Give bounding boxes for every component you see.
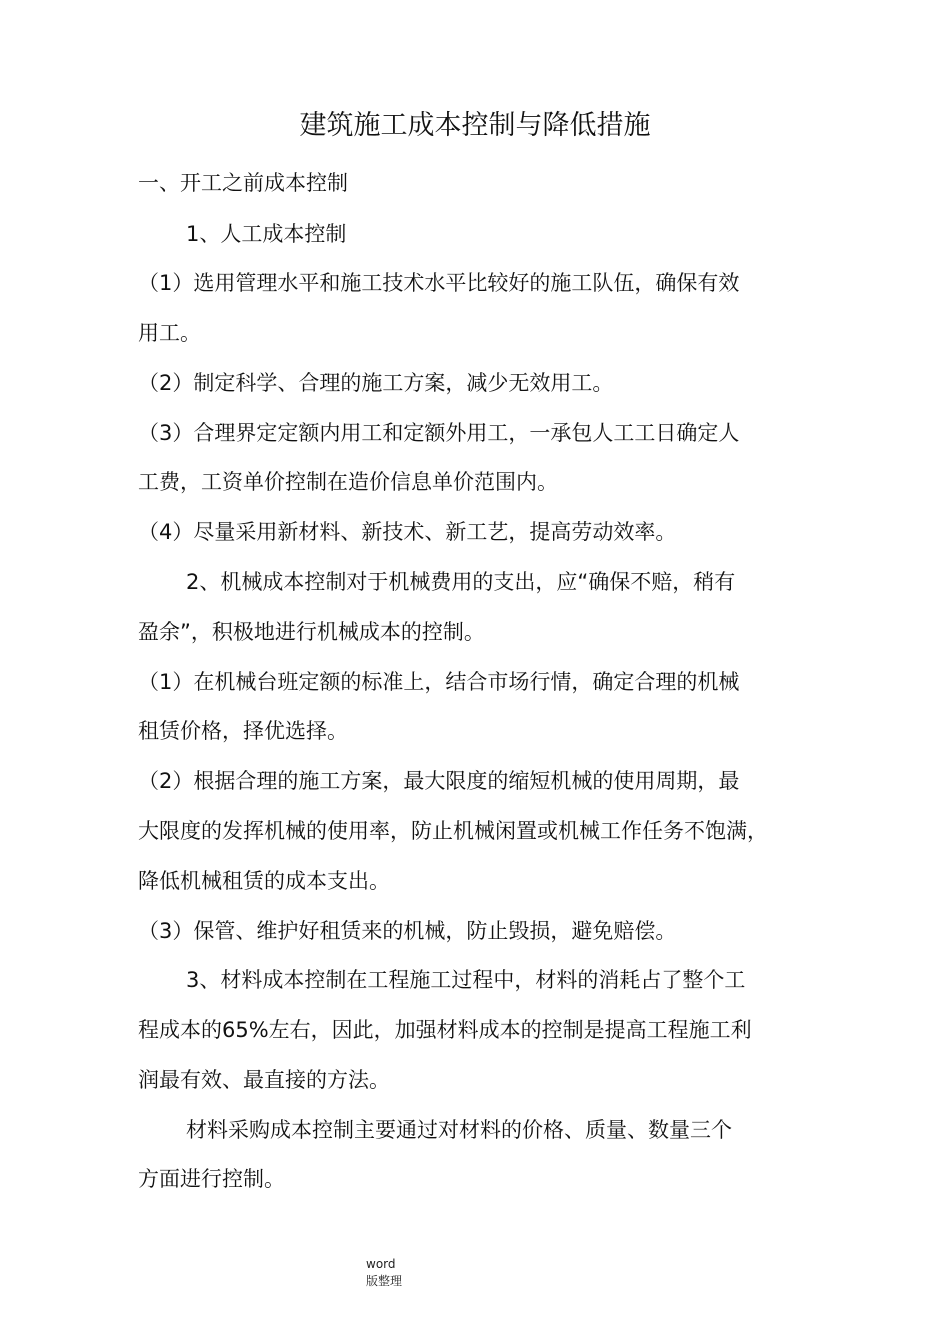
paragraph-line: 租赁价格，择优选择。 xyxy=(138,719,348,743)
subsection-heading-materials: 3、材料成本控制在工程施工过程中，材料的消耗占了整个工 xyxy=(186,968,746,992)
paragraph-line: （1）在机械台班定额的标准上，结合市场行情，确定合理的机械 xyxy=(138,670,740,694)
paragraph-line: 润最有效、最直接的方法。 xyxy=(138,1068,390,1092)
paragraph-line: （2）制定科学、合理的施工方案，减少无效用工。 xyxy=(138,371,614,395)
footer-line: 版整理 xyxy=(366,1274,403,1288)
paragraph-line: （1）选用管理水平和施工技术水平比较好的施工队伍，确保有效 xyxy=(138,271,740,295)
document-title: 建筑施工成本控制与降低措施 xyxy=(299,110,651,141)
paragraph-line: 材料采购成本控制主要通过对材料的价格、质量、数量三个 xyxy=(186,1118,732,1142)
paragraph-line: （2）根据合理的施工方案，最大限度的缩短机械的使用周期，最 xyxy=(138,769,740,793)
paragraph-line: （3）保管、维护好租赁来的机械，防止毁损，避免赔偿。 xyxy=(138,919,677,943)
paragraph-line: 降低机械租赁的成本支出。 xyxy=(138,869,390,893)
section-heading: 一、开工之前成本控制 xyxy=(138,171,348,195)
subsection-heading-labor: 1、人工成本控制 xyxy=(186,222,347,246)
paragraph-line: 盈余”，积极地进行机械成本的控制。 xyxy=(138,620,485,644)
footer-line: word xyxy=(366,1257,396,1271)
paragraph-line: 工费，工资单价控制在造价信息单价范围内。 xyxy=(138,470,558,494)
paragraph-line: 方面进行控制。 xyxy=(138,1167,285,1191)
paragraph-line: 程成本的65%左右，因此，加强材料成本的控制是提高工程施工利 xyxy=(138,1018,752,1042)
paragraph-line: （4）尽量采用新材料、新技术、新工艺，提高劳动效率。 xyxy=(138,520,677,544)
paragraph-line: （3）合理界定定额内用工和定额外用工，一承包人工工日确定人 xyxy=(138,421,740,445)
paragraph-line: 大限度的发挥机械的使用率，防止机械闲置或机械工作任务不饱满， xyxy=(138,819,768,843)
subsection-heading-machinery: 2、机械成本控制对于机械费用的支出，应“确保不赔，稍有 xyxy=(186,570,736,594)
paragraph-line: 用工。 xyxy=(138,321,201,345)
